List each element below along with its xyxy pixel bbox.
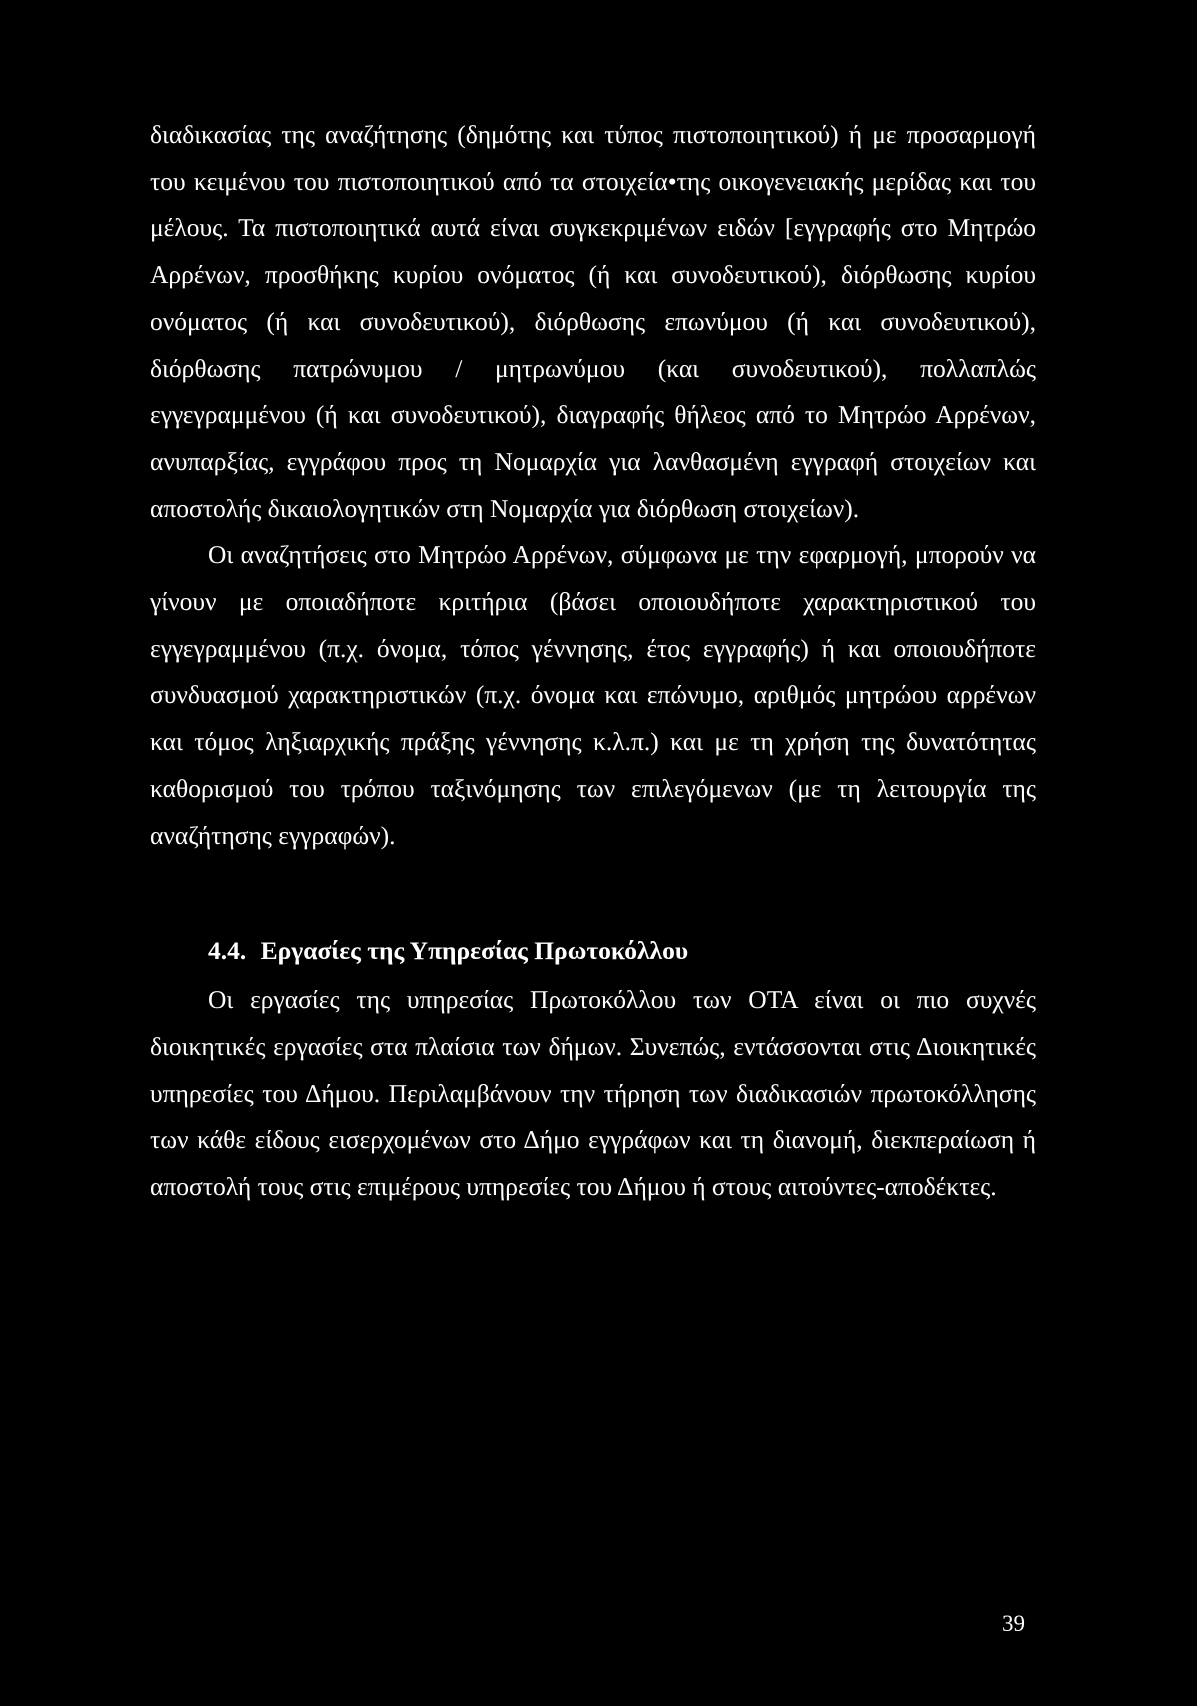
section-heading	[150, 931, 1036, 971]
paragraph-protocol: Οι εργασίες της υπηρεσίας Πρωτοκόλλου των ΟΤΑ είναι οι πιο συχνές διοικητικές εργασίες στα πλαίσια των δήμων. Συνεπώς, εντάσσονται στις Διοικητικές υπηρεσίες του Δήμου. Περιλαμβάνουν την τήρηση των διαδικασιών πρωτοκόλλησης των κάθε είδους εισερχομένων στο Δήμο εγγράφων και τη διανομή, διεκπεραίωση ή αποστολή τους στις επιμέρους υπηρεσίες του Δήμου ή στους αιτούντες-αποδέκτες.	[150, 985, 1036, 1202]
paragraph-continuation: διαδικασίας της αναζήτησης (δημότης και τύπος πιστοποιητικού) ή με προσαρμογή του κειμένου του πιστοποιητικού από τα στοιχεία•της οικογενειακής μερίδας και του μέλους. Τα πιστοποιητικά αυτά είναι συγκεκριμένων ειδών [εγγραφής στο Μητρώο Αρρένων, προσθήκης κυρίου ονόματος (ή και συνοδευτικού), διόρθωσης κυρίου ονόματος (ή και συνοδευτικού), διόρθωσης επωνύμου (ή και συνοδευτικού), διόρθωσης πατρώνυμου / μητρωνύμου (και συνοδευτικού), πολλαπλώς εγγεγραμμένου (ή και συνοδευτικού), διαγραφής θήλεος από το Μητρώο Αρρένων, ανυπαρξίας, εγγράφου προς τη Νομαρχία για λανθασμένη εγγραφή στοιχείων και αποστολής δικαιολογητικών στη Νομαρχία για διόρθωση στοιχείων).	[150, 120, 1036, 523]
paragraph-searches: Οι αναζητήσεις στο Μητρώο Αρρένων, σύμφωνα με την εφαρμογή, μπορούν να γίνουν με οποιαδήποτε κριτήρια (βάσει οποιουδήποτε χαρακτηριστικού του εγγεγραμμένου (π.χ. όνομα, τόπος γέννησης, έτος εγγραφής) ή και οποιουδήποτε συνδυασμού χαρακτηριστικών (π.χ. όνομα και επώνυμο, αριθμός μητρώου αρρένων και τόμος ληξιαρχικής πράξης γέννησης κ.λ.π.) και με τη χρήση της δυνατότητας καθορισμού του τρόπου ταξινόμησης των επιλεγόμενων (με τη λειτουργία της αναζήτησης εγγραφών).	[150, 540, 1036, 850]
page-number: 39	[1002, 1611, 1025, 1636]
section-number: 4.4.	[208, 936, 247, 966]
document-page	[150, 112, 1036, 1211]
section-title: Εργασίες της Υπηρεσίας Πρωτοκόλλου	[260, 936, 689, 966]
